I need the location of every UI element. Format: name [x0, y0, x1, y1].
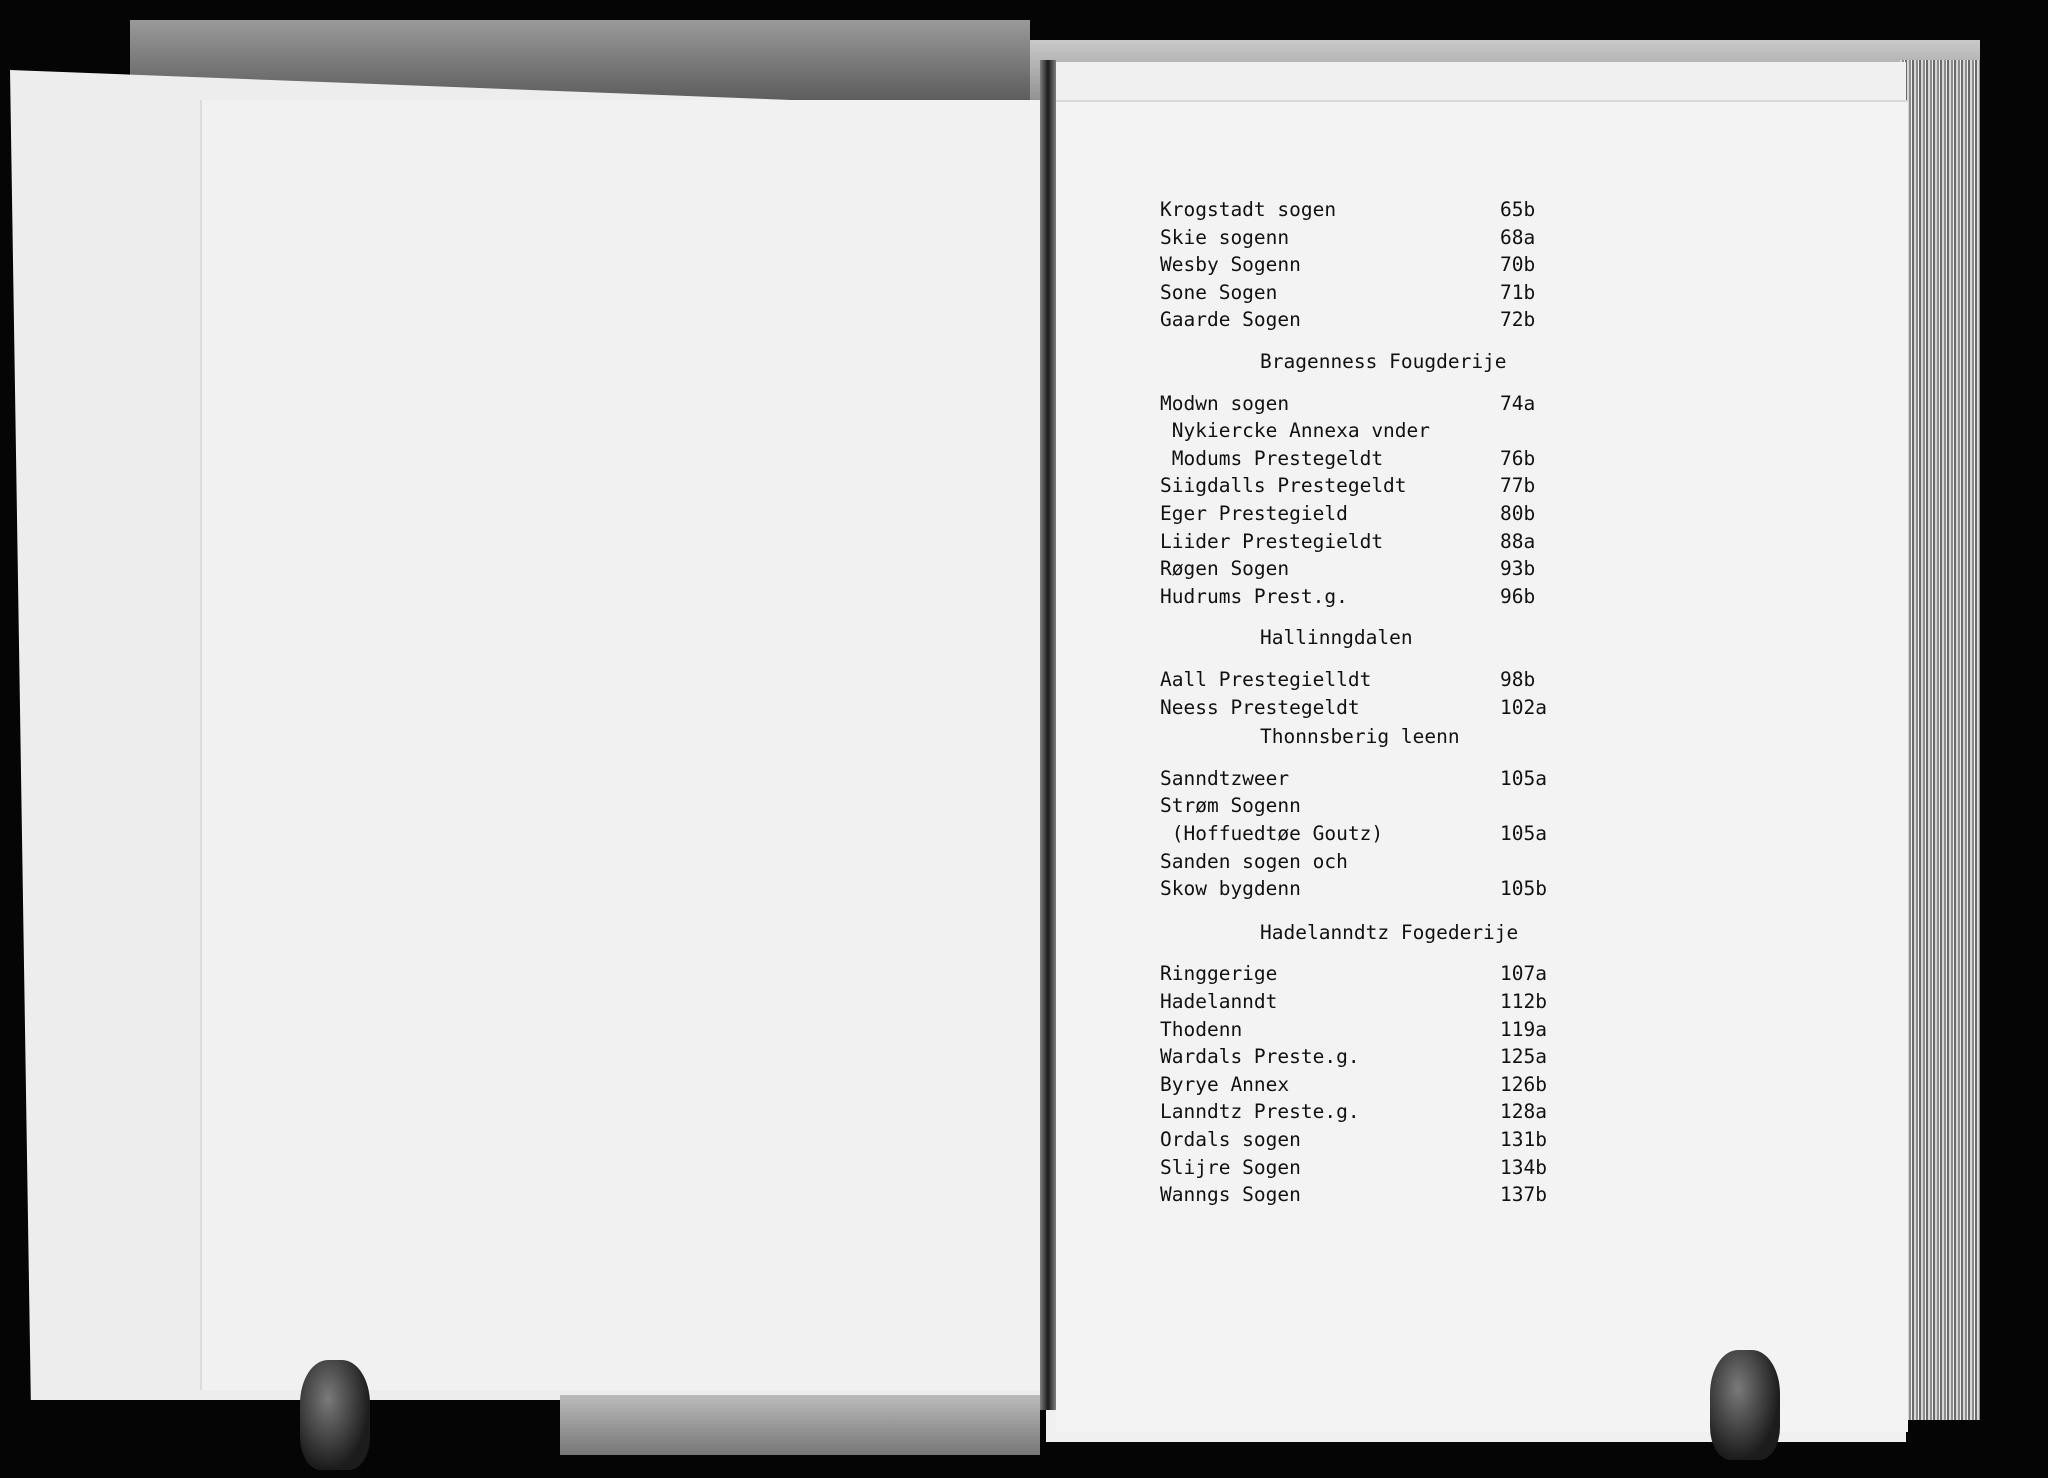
- entry-page-number: 105b: [1500, 877, 1547, 901]
- index-entry: [1160, 960, 1560, 988]
- section-heading-label: Bragenness Fougderije: [1260, 350, 1507, 373]
- index-entry: [1160, 445, 1560, 473]
- entry-label: Byrye Annex: [1160, 1072, 1290, 1096]
- entry-label: (Hoffuedtøe Goutz): [1160, 822, 1384, 845]
- section-heading-label: Thonnsberig leenn: [1260, 725, 1460, 749]
- entry-label: Ringgerige: [1160, 962, 1278, 986]
- entry-label: Neess Prestegeldt: [1160, 695, 1360, 719]
- entry-page-number: 65b: [1500, 198, 1536, 221]
- entry-label: Hudrums Prest.g.: [1160, 584, 1348, 608]
- entry-label: Aall Prestegielldt: [1160, 668, 1372, 691]
- index-entry: [1160, 666, 1560, 694]
- entry-label: Wesby Sogenn: [1160, 253, 1301, 277]
- entry-label: Hadelanndt: [1160, 990, 1278, 1013]
- entry-label: Sanden sogen och: [1160, 849, 1348, 873]
- entry-label: Strøm Sogenn: [1160, 794, 1301, 818]
- entry-label: Wardals Preste.g.: [1160, 1045, 1360, 1069]
- entry-page-number: 96b: [1500, 584, 1536, 608]
- index-entry: [1160, 792, 1560, 820]
- book-spine: [1040, 60, 1056, 1410]
- entry-page-number: 105a: [1500, 822, 1547, 845]
- entry-label: Røgen Sogen: [1160, 557, 1290, 581]
- entry-label: Sone Sogen: [1160, 280, 1278, 304]
- entry-label: Sanndtzweer: [1160, 766, 1290, 790]
- index-entry: [1160, 1154, 1560, 1182]
- entry-page-number: 105a: [1500, 766, 1547, 790]
- index-entry: [1160, 1126, 1560, 1154]
- index-entry: [1160, 555, 1560, 583]
- section-heading: [1160, 919, 1560, 947]
- left-thumb: [300, 1360, 370, 1470]
- entry-label: Siigdalls Prestegeldt: [1160, 474, 1407, 498]
- section-heading: [1160, 723, 1560, 751]
- entry-label: Krogstadt sogen: [1160, 198, 1337, 221]
- entry-page-number: 74a: [1500, 391, 1536, 415]
- entry-page-number: 102a: [1500, 695, 1547, 719]
- entry-page-number: 76b: [1500, 446, 1536, 470]
- index-entry: [1160, 1043, 1560, 1071]
- left-inner-sheet: [200, 100, 1052, 1390]
- entry-label: Eger Prestegield: [1160, 502, 1348, 525]
- entry-page-number: 112b: [1500, 990, 1547, 1013]
- index-entry: [1160, 472, 1560, 500]
- entry-page-number: 68a: [1500, 225, 1536, 249]
- entry-label: Liider Prestegieldt: [1160, 529, 1384, 553]
- index-entry: [1160, 765, 1560, 793]
- entry-label: Nykiercke Annexa vnder: [1160, 419, 1431, 443]
- entry-label: Gaarde Sogen: [1160, 308, 1301, 332]
- index-entry: [1160, 279, 1560, 307]
- index-entry: [1160, 251, 1560, 279]
- index-entry: [1160, 848, 1560, 876]
- entry-label: Wanngs Sogen: [1160, 1183, 1301, 1207]
- entry-page-number: 93b: [1500, 557, 1536, 581]
- entry-page-number: 77b: [1500, 474, 1536, 498]
- entry-page-number: 125a: [1500, 1045, 1547, 1069]
- index-entry: [1160, 196, 1560, 224]
- index-entry: [1160, 390, 1560, 418]
- entry-page-number: 71b: [1500, 280, 1536, 304]
- bottom-binding-strip: [560, 1395, 1040, 1455]
- section-heading-label: Hallinngdalen: [1260, 626, 1413, 650]
- entry-page-number: 107a: [1500, 962, 1547, 986]
- index-entry: [1160, 875, 1560, 903]
- entry-label: Lanndtz Preste.g.: [1160, 1100, 1360, 1124]
- index-entry: [1160, 306, 1560, 334]
- index-entry: [1160, 417, 1560, 445]
- entry-page-number: 70b: [1500, 253, 1536, 277]
- right-thumb: [1710, 1350, 1780, 1460]
- entry-label: Thodenn: [1160, 1017, 1243, 1041]
- index-entry: [1160, 1181, 1560, 1209]
- entry-label: Skie sogenn: [1160, 225, 1290, 249]
- entry-page-number: 128a: [1500, 1100, 1547, 1124]
- index-entry: [1160, 583, 1560, 611]
- entry-page-number: 72b: [1500, 308, 1536, 332]
- index-entry: [1160, 1098, 1560, 1126]
- index-entry: [1160, 500, 1560, 528]
- index-entry: [1160, 820, 1560, 848]
- entry-page-number: 134b: [1500, 1155, 1547, 1179]
- section-heading: [1160, 348, 1560, 376]
- section-heading-label: Hadelanndtz Fogederije: [1260, 920, 1519, 944]
- index-entry: [1160, 694, 1560, 722]
- entry-label: Skow bygdenn: [1160, 877, 1301, 901]
- entry-page-number: 80b: [1500, 502, 1536, 525]
- entry-page-number: 88a: [1500, 529, 1536, 553]
- index-entry: [1160, 988, 1560, 1016]
- entry-label: Slijre Sogen: [1160, 1155, 1301, 1179]
- index-entry: [1160, 1016, 1560, 1044]
- section-heading: [1160, 624, 1560, 652]
- page-edges: [1900, 60, 1980, 1420]
- entry-page-number: 98b: [1500, 668, 1536, 691]
- index-entry: [1160, 1071, 1560, 1099]
- index-entry: [1160, 528, 1560, 556]
- index-entry: [1160, 224, 1560, 252]
- entry-page-number: 137b: [1500, 1183, 1547, 1207]
- entry-label: Modums Prestegeldt: [1160, 446, 1384, 470]
- entry-page-number: 126b: [1500, 1072, 1547, 1096]
- entry-page-number: 131b: [1500, 1128, 1547, 1151]
- entry-label: Modwn sogen: [1160, 391, 1290, 415]
- entry-label: Ordals sogen: [1160, 1128, 1301, 1151]
- entry-page-number: 119a: [1500, 1017, 1547, 1041]
